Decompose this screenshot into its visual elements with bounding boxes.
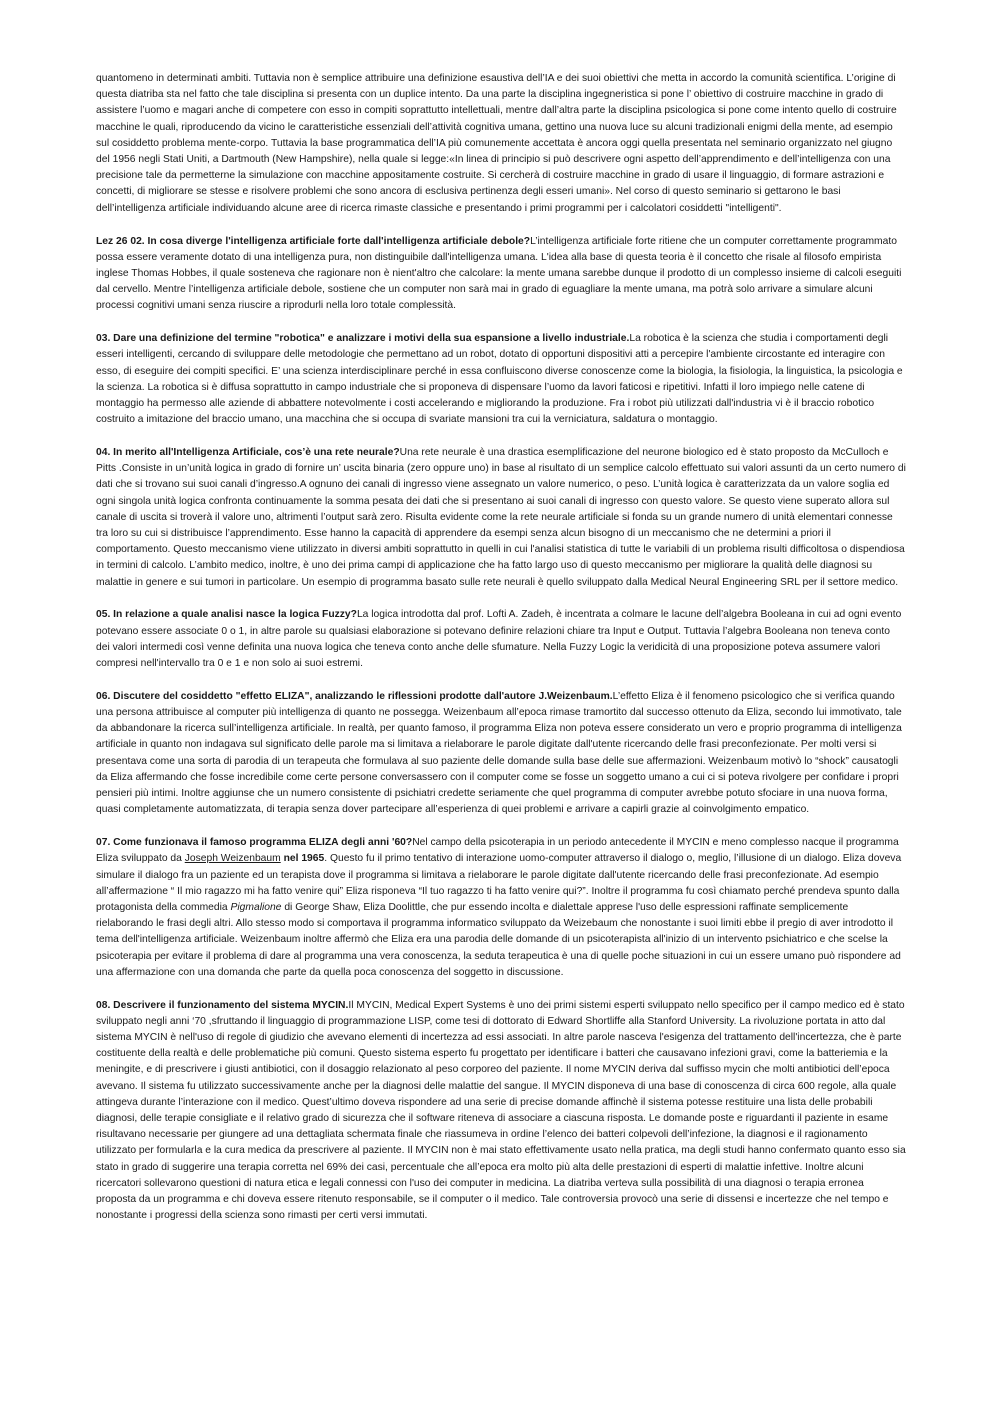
answer-text: L’intelligenza artificiale forte ritiene che un computer correttamente programmato possa essere veramente dotato di una intelligenza pura, non distinguibile dall'intelligenza umana. L'idea alla base di questa teoria è il concetto che risale al filosofo empirista inglese Thomas Hobbes, il quale sosteneva che ragionare non è nient'altro che calcolare: la mente umana sarebbe dunque il prodotto di un complesso insieme di calcoli eseguiti dal cervello. Mentre l’intelligenza artificiale debole, sostiene che un computer non sarà mai in grado di eguagliare la mente umana, ma potrà solo arrivare a simulare alcuni processi cognitivi umani senza riuscire a riprodurli nella loro totale complessità. — [96, 235, 902, 312]
year-bold-text: nel 1965 — [280, 853, 325, 865]
weizenbaum-link[interactable]: Joseph Weizenbaum — [184, 853, 281, 865]
section-robotics — [96, 331, 906, 428]
answer-text: L’effetto Eliza è il fenomeno psicologico che si verifica quando una persona attribuisce al computer più intelligenza di quanto ne possegga. Weizenbaum all’epoca rimase tramortito dal successo ottenuto da Eliza, secondo lui immotivato, tale da abbandonare la ricerca sull’intelligenza artificiale. In realtà, per quanto famoso, il programma Eliza non poteva essere considerato un vero e proprio programma di intelligenza artificiale in quanto non indagava sul significato delle parole ma si limitava a rielaborare le parole digitate dall'utente ricercando delle frasi preconfezionate. Per molti versi si presentava come una sorta di parodia di un terapeuta che formulava al suo paziente delle domande sulla base delle sue affermazioni. Weizenbaum motivò lo “shock” causatogli da Eliza affermando che fosse incredibile come certe persone conversassero con il computer come se fosse un soggetto umano a cui ci si poteva rivolgere per confidare i propri pensieri più intimi. Inoltre aggiunse che un numero consistente di psichiatri credette seriamente che quel programma di computer avrebbe potuto sfociare in una nuova forma, quasi completamente automatizzata, di terapia senza dover partecipare all’esperienza di quei problemi e arrivare a capirli grazie al coinvolgimento empatico. — [96, 690, 902, 816]
intro-text: quantomeno in determinati ambiti. Tuttavia non è semplice attribuire una definizione esaustiva dell’IA e dei suoi obiettivi che metta in accordo la comunità scientifica. L’origine di questa diatriba sta nel fatto che tale disciplina si presenta con un duplice intento. Da una parte la disciplina ingegneristica si pone l’ obiettivo di costruire macchine in grado di assistere l’uomo e magari anche di competere con esso in compiti soprattutto intellettuali, mentre dall’altra parte la disciplina psicologica si pone come intento quello di costruire macchine le quali, riproducendo da vicino le caratteristiche essenziali dell’attività cognitiva umana, gettino una nuova luce su alcuni tradizionali enigmi della mente, ad esempio sul cosiddetto problema mente-corpo. Tuttavia la base programmatica dell’IA più comunemente accettata è ancora oggi quella presentata nel seminario organizzato nel giugno del 1956 negli Stati Uniti, a Dartmouth (New Hampshire), nella quale si legge:«In linea di principio si può descrivere ogni aspetto dell’apprendimento e dell’intelligenza con una precisione tale da permetterne la simulazione con macchine appositamente costruite. Si cercherà di costruire macchine in grado di usare il linguaggio, di formare astrazioni e concetti, di migliorare se stesse e risolvere problemi che sono ancora di esclusiva pertinenza degli esseri umani». Nel corso di questo seminario si gettarono le basi dell’intelligenza artificiale individuando alcune aree di ricerca rimaste classiche e presentando i primi programmi per i calcolatori cosiddetti "intelligenti". — [96, 73, 897, 214]
answer-text: Una rete neurale è una drastica esemplificazione del neurone biologico ed è stato proposto da McCulloch e Pitts .Consiste in un’unità logica in grado di fornire un’ uscita binaria (zero oppure uno) in base al risultato di un semplice calcolo effettuato sui valori assunti da un certo numero di dati che si trovano sui suoi canali d’ingresso.A ognuno dei canali di ingresso viene assegnato un valore numerico, o peso. L’unità logica è caratterizzata da un valore soglia ed ogni singola unità logica confronta continuamente la somma pesata dei dati che si presentano ai suoi canali di ingresso con questo valore. Se questo viene superato allora sul canale di uscita si troverà il valore uno, altrimenti l’output sarà zero. Risulta evidente come la rete neurale artificiale si fonda su un grande numero di unità elementari connesse tra loro su cui si distribuisce l’apprendimento. Esse hanno la capacità di apprendere da esempi senza alcun bisogno di un meccanismo che ne determini a priori il comportamento. Questo meccanismo viene utilizzato in diversi ambiti soprattutto in quelli in cui l'analisi statistica di tutte le variabili di un problema risulti difficoltosa o dispendiosa in termini di calcolo. L’ambito medico, inoltre, è uno dei prima campi di applicazione che ha fatto largo uso di questo meccanismo per migliorare la qualità delle diagnosi su malattie in genere e sui tumori in particolare. Un esempio di programma basato sulle rete neurali è quello sviluppato dalla Medical Neural Engineering SRL per il settore medico. — [96, 447, 906, 588]
section-fuzzy-logic — [96, 607, 906, 672]
answer-text: di George Shaw, Eliza Doolittle, che pur essendo incolta e dialettale apprese l'uso delle espressioni raffinate semplicemente rielaborando le frasi degli altri. Allo stesso modo si comportava il programma informatico sviluppato da Weizebaum che nonostante i suoi limiti ebbe il pregio di aver introdotto il tema dell'intelligenza artificiale. Weizenbaum inoltre affermò che Eliza era una parodia delle domande di un psicoterapista all'inizio di un intervento psichiatrico e che scelse la psicoterapia per evitare il problema di dare al programma una vera conoscenza, la seduta terapeutica è una di quelle poche situazioni in cui un essere umano può rispondere ad una affermazione con una domanda che parte da quella poca conoscenza del soggetto in discussione. — [96, 901, 901, 978]
section-eliza-effect — [96, 689, 906, 819]
section-eliza-program — [96, 835, 906, 981]
question-heading: Lez 26 02. In cosa diverge l'intelligenza artificiale forte dall'intelligenza artificiale debole? — [96, 235, 531, 247]
question-heading: 08. Descrivere il funzionamento del sistema MYCIN. — [96, 999, 349, 1011]
answer-text: La logica introdotta dal prof. Lofti A. Zadeh, è incentrata a colmare le lacune dell’algebra Booleana in cui ad ogni evento potevano essere associate 0 o 1, in altre parole su qualsiasi elaborazione si potevano definire relazioni chiare tra Input e Output. Tuttavia l’algebra Booleana non teneva conto dei valori intermedi così venne definita una nuova logica che teneva conto anche delle sfumature. Nella Fuzzy Logic la veridicità di una proposizione poteva assumere valori compresi nell'intervallo tra 0 e 1 e non solo ai suoi estremi. — [96, 609, 902, 670]
section-mycin — [96, 998, 906, 1225]
section-neural-network — [96, 445, 906, 591]
section-ai-strong-weak — [96, 234, 906, 315]
question-heading: 06. Discutere del cosiddetto "effetto ELIZA", analizzando le riflessioni prodotte dall'autore J.Weizenbaum. — [96, 690, 613, 702]
answer-text: Il MYCIN, Medical Expert Systems è uno dei primi sistemi esperti sviluppato nello specifico per il campo medico ed è stato sviluppato negli anni ‘70 ,sfruttando il linguaggio di programmazione LISP, come tesi di dottorato di Edward Shortliffe alla Stanford University. La rivoluzione portata in atto dal sistema MYCIN è nell'uso di regole di giudizio che avevano elementi di incertezza ad essi associati. In altre parole nasceva l'esigenza del trattamento dell'incertezza, che è parte costituente della realtà e delle problematiche più comuni. Questo sistema esperto fu progettato per identificare i batteri che causavano infezioni gravi, come la batteriemia e la meningite, e di prescrivere i giusti antibiotici, con il dosaggio relazionato al peso corporeo del paziente. Il nome MYCIN deriva dal suffisso mycin che molti antibiotici dell’epoca avevano. Il sistema fu utilizzato successivamente anche per la diagnosi delle malattie del sangue. Il MYCIN disponeva di una base di conoscenza di circa 600 regole, alla quale attingeva durante l’interazione con il medico. Quest’ultimo doveva rispondere ad una serie di precise domande affinchè il sistema potesse restituire una lista delle probabili diagnosi, delle terapie consigliate e il relativo grado di sicurezza che il software riteneva di associare a ciascuna risposta. Le domande poste e riguardanti il paziente in esame risultavano necessarie per giungere ad una dettagliata schermata finale che riassumeva in ordine l’elenco dei batteri colpevoli dell’infezione, la diagnosi e il ragionamento utilizzato per formularla e la cura medica da prescrivere al paziente. Il MYCIN non è mai stato effettivamente usato nella pratica, ma degli studi hanno confermato quanto esso sia stato in grado di suggerire una terapia corretta nel 69% dei casi, percentuale che all’epoca era molto più alta delle prestazioni di esperti di malattie infettive. Inoltre alcuni ricercatori sollevarono questioni di natura etica e legali connessi con l'uso dei computer in medicina. La diatriba verteva sulla possibilità di una diagnosi o terapia erronea proposta da un programma e chi doveva essere ritenuto responsabile, se il computer o il medico. Tale controversia provocò una serie di dissensi e incertezze che nel tempo e nonostante i progressi della scienza sono rimasti per certi versi immutati. — [96, 999, 906, 1222]
question-heading: 03. Dare una definizione del termine "robotica" e analizzare i motivi della sua espansione a livello industriale. — [96, 333, 630, 345]
answer-text: La robotica è la scienza che studia i comportamenti degli esseri intelligenti, cercando di sviluppare delle metodologie che permettano ad un robot, dotato di opportuni dispositivi atti a percepire l'ambiente circostante ed interagire con esso, di eseguire dei compiti specifici. E’ una scienza interdisciplinare perché in essa confluiscono diverse conoscenze come la biologia, la fisiologia, la linguistica, la psicologia e la scienza. La robotica si è diffusa soprattutto in campo industriale che si proponeva di dispensare l’uomo da lavori faticosi e ripetitivi. Infatti il loro impiego nelle catene di montaggio ha permesso alle aziende di abbattere notevolmente i costi accelerando e migliorando la produzione. Fra i robot più utilizzati dall'industria vi è il braccio robotico costruito a imitazione del braccio umano, una macchina che si occupa di svariate mansioni tra cui la verniciatura, saldatura o montaggio. — [96, 333, 903, 426]
intro-paragraph — [96, 71, 906, 217]
question-heading: 04. In merito all'Intelligenza Artificiale, cos’è una rete neurale? — [96, 447, 400, 459]
question-heading: 07. Come funzionava il famoso programma ELIZA degli anni '60? — [96, 837, 413, 849]
answer-text: . Questo fu il primo tentativo di interazione uomo-computer attraverso il dialogo o, meglio, l’illusione di un dialogo. Eliza doveva simulare il dialogo fra un paziente ed un terapista dove il programma si limitava a rielaborare le parole digitate dall'utente ricercando delle frasi preconfezionate. Ad esempio all’affermazione “ Il mio ragazzo mi ha fatto venire qui” Eliza risponeva “Il tuo ragazzo ti ha fatto venire qui?”. Inoltre il programma fu così chiamato perché prendeva spunto dalla protagonista della commedia — [96, 853, 902, 913]
question-heading: 05. In relazione a quale analisi nasce la logica Fuzzy? — [96, 609, 357, 621]
answer-text: Nel campo della psicoterapia in un periodo antecedente il MYCIN e meno complesso nacque il programma Eliza sviluppato da — [96, 837, 899, 865]
play-title-italic: Pigmalione — [230, 901, 282, 913]
